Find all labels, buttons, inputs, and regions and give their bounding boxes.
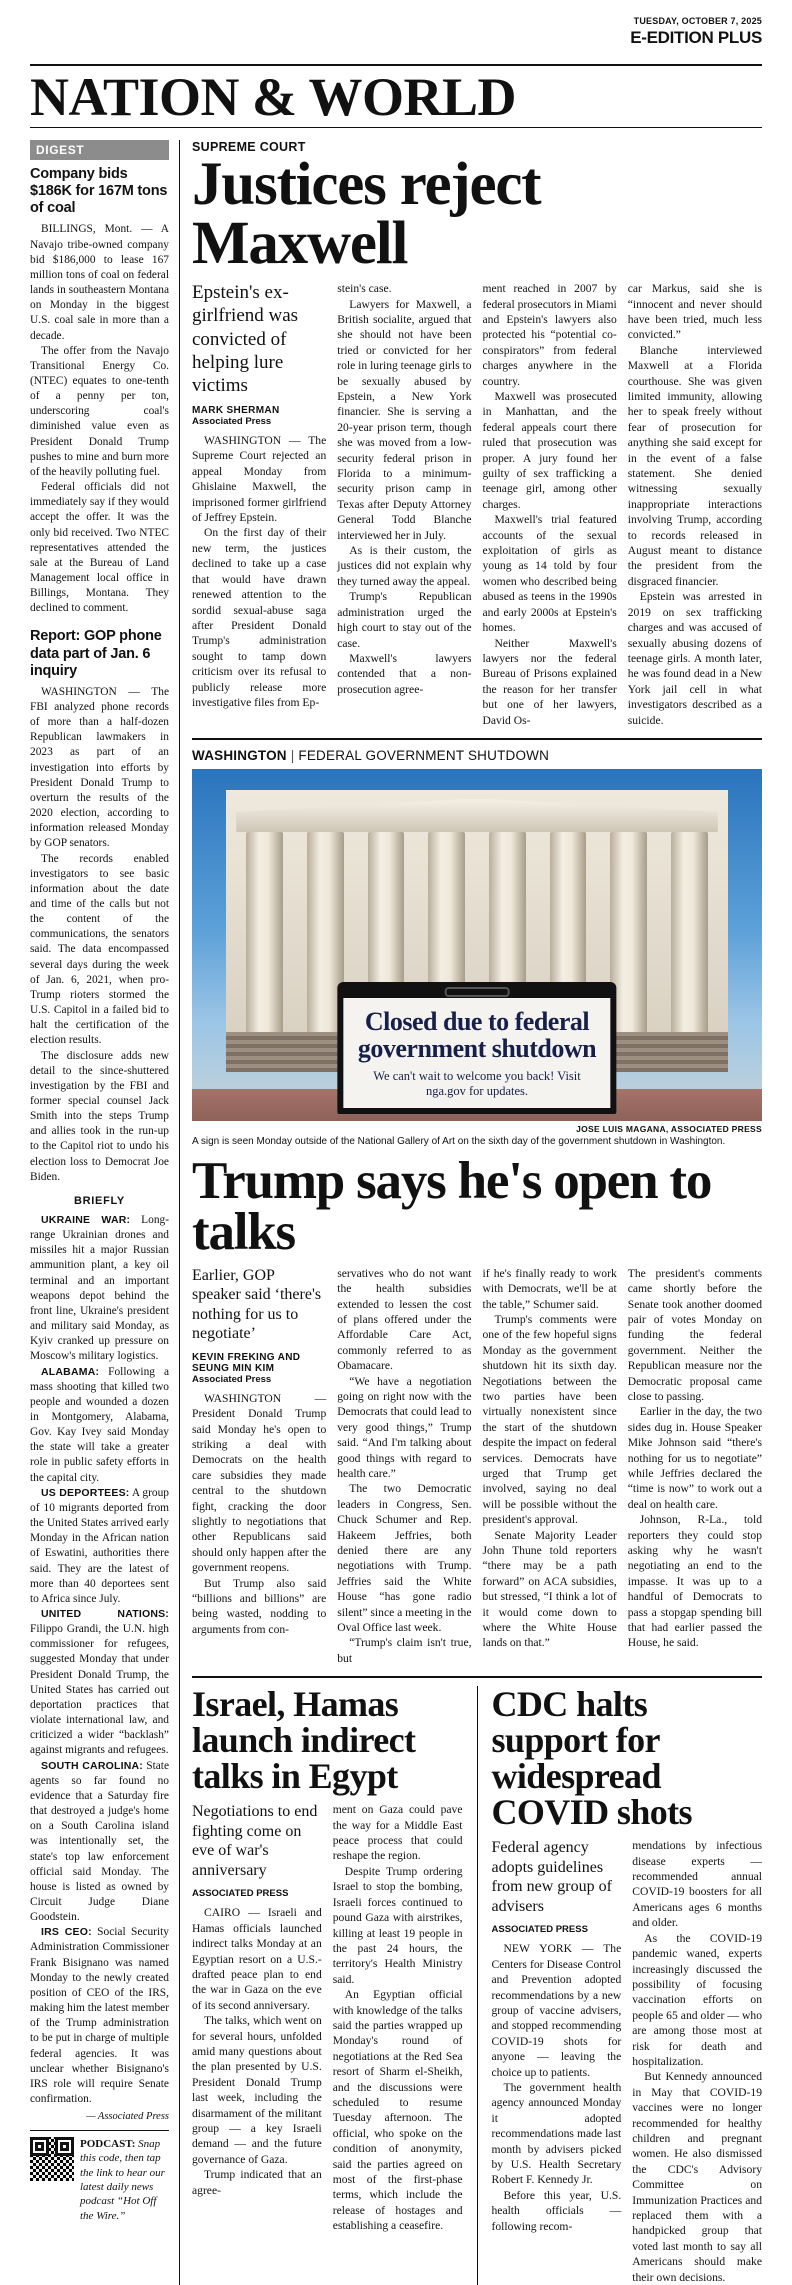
section-flag <box>192 748 762 763</box>
bottom-stories <box>192 1686 762 2285</box>
paragraph: mendations by infectious disease experts — recommended annual COVID-19 boosters for all Americans ages 6 months and older. <box>632 1839 762 1930</box>
byline: KEVIN FREKING AND SEUNG MIN KIM <box>192 1351 301 1374</box>
story-headline[interactable]: Justices reject Maxwell <box>192 151 541 277</box>
podcast-divider <box>30 2130 169 2131</box>
edition-date: TUESDAY, OCTOBER 7, 2025 <box>633 16 762 26</box>
digest-story2-headline[interactable]: Report: GOP phone data part of Jan. 6 inquiry <box>30 628 162 679</box>
brief-text: Filippo Grandi, the U.N. high commissioner for refugees, suggested Monday that under President Donald Trump, the United States has carried out deportation practices that violate international law, and criticized a wider “backlash” against migrants and refugees. <box>30 1623 169 1757</box>
paragraph: Despite Trump ordering Israel to stop the bombing, Israeli forces continued to pound Gaza with airstrikes, killing at least 19 people in the past 24 hours, the territory's Health Ministry said. <box>332 1864 463 1986</box>
story-deck: Epstein's ex-girlfriend was convicted of helping lure victims <box>192 282 299 396</box>
column-2 <box>337 1266 471 1667</box>
paragraph: WASHINGTON — The FBI analyzed phone records of more than a half-dozen Republican lawmakers in 2023 as part of an investigation into efforts by President Donald Trump to overturn the results of the 2020 election, according to information released Monday by GOP senators. <box>30 685 169 850</box>
brief-text: A group of 10 migrants deported from the United States arrived early Monday in the African nation of Eswatini, authorities there said. They are the latest of more than 40 deportees sent to Africa since July. <box>30 1486 169 1605</box>
story-israel <box>192 1686 463 2285</box>
photo-caption: A sign is seen Monday outside of the National Gallery of Art on the sixth day of the government shutdown in Washington. <box>192 1135 726 1147</box>
paragraph: NEW YORK — The Centers for Disease Control and Prevention adopted recommendations by a new group of vaccine advisers, and stopped recommending COVID-19 shots for anyone — leaving the choice up to patients. <box>491 1942 622 2079</box>
list-item <box>30 1213 169 1365</box>
story-deck: Federal agency adopts guidelines from new group of advisers <box>491 1839 612 1915</box>
section-flag-topic: FEDERAL GOVERNMENT SHUTDOWN <box>298 747 550 763</box>
body-text <box>492 1941 622 2234</box>
paragraph: The disclosure adds new detail to the since-shuttered investigation by the FBI and former special counsel Jack Smith into the steps Trump and allies took in the run-up to the Capitol riot to undo his election loss to Democrat Joe Biden. <box>30 1049 169 1183</box>
brief-label: UNITED NATIONS: <box>41 1608 169 1621</box>
story-headline[interactable]: Israel, Hamas launch indirect talks in Egypt <box>192 1684 416 1797</box>
story-deck: Negotiations to end fighting come on eve of war's anniversary <box>192 1803 318 1879</box>
edition-label: E-EDITION PLUS <box>630 28 762 47</box>
story-deck: Earlier, GOP speaker said ‘there's nothing for us to negotiate’ <box>192 1266 322 1343</box>
paragraph: ment reached in 2007 by federal prosecutors in Miami and Epstein's lawyers also protected his “potential co-conspirators” from federal charges anywhere in the country. <box>482 282 617 388</box>
paragraph: WASHINGTON — The Supreme Court rejected an appeal Monday from Ghislaine Maxwell, the imprisoned former girlfriend of Jeffrey Epstein. <box>192 434 327 525</box>
brief-label: SOUTH CAROLINA: <box>41 1759 143 1772</box>
edition-header <box>30 0 762 48</box>
story-columns <box>192 1802 463 2233</box>
paragraph: WASHINGTON — President Donald Trump said Monday he's open to striking a deal with Democrats on the health care subsidies they made central to the shutdown fight, cracking the door slightly to negotiations that other Republicans said should only happen after the government reopens. <box>192 1391 327 1575</box>
body-text <box>192 433 326 710</box>
brief-label: UKRAINE WAR: <box>41 1213 131 1226</box>
body-text <box>192 1905 322 2198</box>
podcast-promo[interactable] <box>30 2137 169 2223</box>
section-flag-place: WASHINGTON <box>192 747 287 763</box>
digest-credit: — Associated Press <box>86 2111 169 2123</box>
photo-block-shutdown <box>192 748 762 1148</box>
photo-image <box>192 769 762 1121</box>
story-trump <box>192 1151 762 1666</box>
byline-org: ASSOCIATED PRESS <box>192 1888 289 1900</box>
paragraph: “Trump's claim isn't true, but <box>337 1636 472 1665</box>
byline-org: ASSOCIATED PRESS <box>491 1924 588 1936</box>
column-2 <box>632 1838 762 2285</box>
sign-handle-icon <box>444 987 509 997</box>
paragraph: But Kennedy announced in May that COVID-19 vaccines were no longer recommended for healthy children and pregnant women. He also dismissed the CDC's Advisory Committee on Immunization Practices and replaced them with a handpicked group that voted last month to say all Americans should make their own decisions. <box>632 2070 762 2284</box>
brief-label: ALABAMA: <box>41 1365 100 1378</box>
column-pillar <box>246 832 283 1043</box>
paragraph: The government health agency announced Monday it adopted recommendations made last month by advisers picked by U.S. Health Secretary Robert F. Kennedy Jr. <box>491 2080 622 2187</box>
byline-org: Associated Press <box>192 416 272 428</box>
paragraph: BILLINGS, Mont. — A Navajo tribe-owned company bid $186,000 to lease 167 million tons of coal on federal lands in southeastern Montana on Monday in the biggest U.S. coal sale in more than a decade. <box>30 223 169 342</box>
paragraph: servatives who do not want the health subsidies extended to lessen the cost of plans offered under the Affordable Care Act, commonly referred to as Obamacare. <box>337 1266 472 1373</box>
paragraph: The offer from the Navajo Transitional Energy Co. (NTEC) equates to one-tenth of a penny per ton, underscoring coal's diminished value even as President Donald Trump pushes to mine and burn more of the heavily polluting fuel. <box>30 344 169 478</box>
column-1 <box>192 1266 326 1667</box>
sign-main-text: Closed due to federal government shutdown <box>357 1006 597 1064</box>
digest-story1-headline[interactable]: Company bids $186K for 167M tons of coal <box>30 166 168 217</box>
paragraph: Trump's Republican administration urged the high court to stay out of the case. <box>337 590 472 650</box>
list-item <box>30 1486 169 1607</box>
column-3 <box>483 281 617 728</box>
column-3 <box>483 1266 617 1667</box>
pediment <box>236 799 718 833</box>
story-kicker: SUPREME COURT <box>192 140 306 155</box>
paragraph: Trump's comments were one of the few hopeful signs Monday as the government shutdown hit its sixth day. Negotiations between the two parties have been virtually nonexistent since the start of the shutdown despite the impact on federal services. Democrats have urged that Trump get involved, saying no deal will be possible without the president's approval. <box>482 1312 617 1527</box>
sign-sub-text: We can't wait to welcome you back! Visit nga.gov for updates. <box>373 1068 581 1099</box>
paragraph: car Markus, said she is “innocent and never should have been tried, much less convicted.” <box>627 282 762 342</box>
section-flag-separator: | <box>290 747 295 763</box>
paragraph: Blanche interviewed Maxwell at a Florida courthouse. She was given limited immunity, allowing her to speak freely without fear of prosecution for anything she said except for in the event of a false statement. She denied witnessing sexually inappropriate interactions involving Trump, according to records released in August meant to distance the president from the disgraced financier. <box>627 343 762 588</box>
column-1 <box>192 1802 322 2233</box>
brief-label: IRS CEO: <box>41 1926 92 1939</box>
story-maxwell <box>192 140 762 728</box>
paragraph: The president's comments came shortly before the Senate took another doomed pair of votes Monday on funding the federal government. Neither the Republican measure nor the Democratic proposal came close to passing. <box>627 1266 762 1403</box>
brief-label: US DEPORTEES: <box>41 1486 130 1499</box>
section-divider <box>192 1676 762 1678</box>
story-columns <box>192 1266 762 1667</box>
podcast-label: PODCAST: <box>80 2138 136 2151</box>
column-1 <box>492 1838 622 2285</box>
closure-sign <box>337 982 616 1114</box>
column-2 <box>337 281 471 728</box>
list-item <box>30 1607 169 1759</box>
paragraph: Before this year, U.S. health officials — following recom- <box>491 2188 622 2233</box>
paragraph: Senate Majority Leader John Thune told reporters “there may be a path forward” on ACA subsidies, but stressed, “I think a lot of it would come down to where the White House lands on that.” <box>482 1528 617 1650</box>
paragraph: The records enabled investigators to see basic information about the date and time of the calls but not the content of the communications, the senators said. The data encompassed several days during the week of Jan. 6, 2021, when pro-Trump rioters stormed the U.S. Capitol in a failed bid to halt the certification of the election results. <box>30 852 169 1047</box>
byline-org: Associated Press <box>192 1373 272 1385</box>
brief-text: Long-range Ukrainian drones and missiles hit a major Russian ammunition plant, a key oil terminal and an important weapons depot behind the front line, Ukraine's president and military said Monday, as Kyiv cranked up pressure on Moscow's military logistics. <box>30 1213 169 1363</box>
story-columns <box>192 281 762 728</box>
story-headline[interactable]: Trump says he's open to talks <box>192 1151 712 1261</box>
paragraph: Maxwell was prosecuted in Manhattan, and the federal appeals court there ruled that prosecution was proper. A jury found her guilty of sex trafficking a teenage girl, among other charges. <box>482 390 617 511</box>
story-headline[interactable]: CDC halts support for widespread COVID shots <box>491 1684 692 1833</box>
paragraph: Neither Maxwell's lawyers nor the federal Bureau of Prisons explained the reason for her transfer but one of her lawyers, David Os- <box>482 636 617 727</box>
paragraph: Trump indicated that an agree- <box>192 2168 322 2197</box>
page-title: NATION & WORLD <box>30 67 517 127</box>
paragraph: Federal officials did not immediately say if they would accept the offer. It was the only bid received. Two NTEC representatives attended the sale at the Bureau of Land Management local office in Billings, Montana. They declined to comment. <box>30 481 169 615</box>
digest-column <box>30 140 180 2285</box>
podcast-text <box>80 2137 169 2223</box>
paragraph: ment on Gaza could pave the way for a Middle East peace process that could reshape the region. <box>332 1803 463 1863</box>
paragraph: The two Democratic leaders in Congress, Sen. Chuck Schumer and Rep. Hakeem Jeffries, both denied there are any negotiations with Trump. Jeffries said the White House “has gone radio silent” since a meeting in the Oval Office last week. <box>337 1482 472 1635</box>
paragraph: CAIRO — Israeli and Hamas officials launched indirect talks Monday at an Egyptian resort on a U.S.-drafted peace plan to end the war in Gaza on the eve of its second anniversary. <box>192 1906 322 2012</box>
paragraph: An Egyptian official with knowledge of the talks said the parties wrapped up Monday's round of negotiations at the Red Sea resort of Sharm el-Sheikh, and the discussions were scheduled to resume Tuesday afternoon. The official, who spoke on the condition of anonymity, said the parties agreed on most of the first-phase terms, which include the release of hostages and establishing a ceasefire. <box>332 1988 463 2233</box>
body-text <box>192 1391 326 1638</box>
photo-credit: JOSE LUIS MAGANA, ASSOCIATED PRESS <box>576 1123 762 1134</box>
column-2 <box>333 1802 463 2233</box>
digest-flag: DIGEST <box>30 140 169 160</box>
paragraph: The talks, which went on for several hours, unfolded amid many questions about the plan presented by U.S. President Donald Trump last week, including the disarmament of the militant group — a key Israeli demand — and the future governance of Gaza. <box>192 2014 322 2166</box>
brief-text: State agents so far found no evidence that a Saturday fire that destroyed a judge's home on a South Carolina island was intentionally set, the state's top law enforcement official said Monday. The house is listed as owned by Circuit Judge Diane Goodstein. <box>30 1759 170 1924</box>
paragraph: Earlier in the day, the two sides dug in. House Speaker Mike Johnson said “there's nothing for us to negotiate” while Jeffries declared the “time is now” to work out a deal on health care. <box>627 1405 762 1511</box>
section-divider <box>192 738 762 740</box>
paragraph: stein's case. <box>337 282 392 296</box>
briefly-heading: BRIEFLY <box>74 1194 125 1207</box>
paragraph: Maxwell's trial featured accounts of the sexual exploitation of girls as young as 14 told by four women who described being abused as teens in the 1990s and early 2000s at Epstein's homes. <box>482 513 617 635</box>
paragraph: if he's finally ready to work with Democrats, we'll be at the table,” Schumer said. <box>482 1266 617 1311</box>
sign-face <box>343 998 610 1108</box>
paragraph: “We have a negotiation going on right now with the Democrats that could lead to very good things,” Trump said. “And I'm talking about good things with regard to health care.” <box>337 1374 472 1480</box>
brief-text: Social Security Administration Commissioner Frank Bisignano was named Monday to the newly created position of CEO of the IRS, making him the latest member of the Trump administration to be put in charge of multiple federal agencies. It was unclear whether Bisignano's IRS role will require Senate confirmation. <box>30 1926 169 2106</box>
podcast-body: Snap this code, then tap the link to hear our latest daily news podcast “Hot Off the Wire.” <box>80 2138 165 2222</box>
main-column <box>180 140 762 2285</box>
paragraph: Maxwell's lawyers contended that a non-prosecution agree- <box>337 651 472 696</box>
list-item <box>30 1365 169 1486</box>
qr-code-icon[interactable] <box>30 2137 74 2181</box>
brief-text: Following a mass shooting that killed two people and wounded a dozen in Montgomery, Alabama, Gov. Kay Ivey said Monday the state will take a greater role in public safety efforts in the capital city. <box>30 1365 169 1484</box>
column-pillar <box>671 832 708 1043</box>
paragraph: Johnson, R-La., told reporters they could stop asking why he wasn't negotiating an end to the impasse. It was up to a handful of Democrats to pass a stopgap spending bill that had earlier passed the House, he said. <box>627 1513 762 1650</box>
story-cdc <box>477 1686 763 2285</box>
paragraph: Epstein was arrested in 2019 on sex trafficking charges and was accused of sexually abusing dozens of teenage girls. A month later, he was found dead in a New York jail cell in what investigators described as a suicide. <box>627 590 762 727</box>
digest-story1-body <box>30 222 169 616</box>
list-item <box>30 1759 169 1926</box>
list-item <box>30 1925 169 2107</box>
column-4 <box>628 281 762 728</box>
column-1 <box>192 281 326 728</box>
news-photo <box>192 769 762 1148</box>
digest-story2-body <box>30 685 169 1185</box>
story-columns <box>492 1838 763 2285</box>
byline: MARK SHERMAN <box>192 405 280 417</box>
masthead-rule-bottom <box>30 127 762 128</box>
column-4 <box>628 1266 762 1667</box>
paragraph: As the COVID-19 pandemic waned, experts increasingly discussed the possibility of focusing vaccination efforts on people 65 and older — who are among those most at risk for death and hospitalization. <box>632 1931 762 2068</box>
paragraph: But Trump also said “billions and billions” are being wasted, nodding to arguments from con- <box>192 1576 327 1636</box>
paragraph: Lawyers for Maxwell, a British socialite, argued that she should not have been tried or convicted for her role in luring teenage girls to be sexually abused by Epstein, a New York financier. She is serving a 20-year prison term, though she was moved from a low-security federal prison in Florida to a minimum-security prison camp in Texas after Deputy Attorney General Todd Blanche interviewed her in July. <box>337 297 472 542</box>
paragraph: As is their custom, the justices did not explain why they turned away the appeal. <box>337 544 472 588</box>
paragraph: On the first day of their new term, the justices declined to take up a case that would have drawn renewed attention to the sordid sexual-abuse saga after President Donald Trump's administration sought to tamp down criticism over its refusal to publicly release more investigative files from Ep- <box>192 526 327 709</box>
